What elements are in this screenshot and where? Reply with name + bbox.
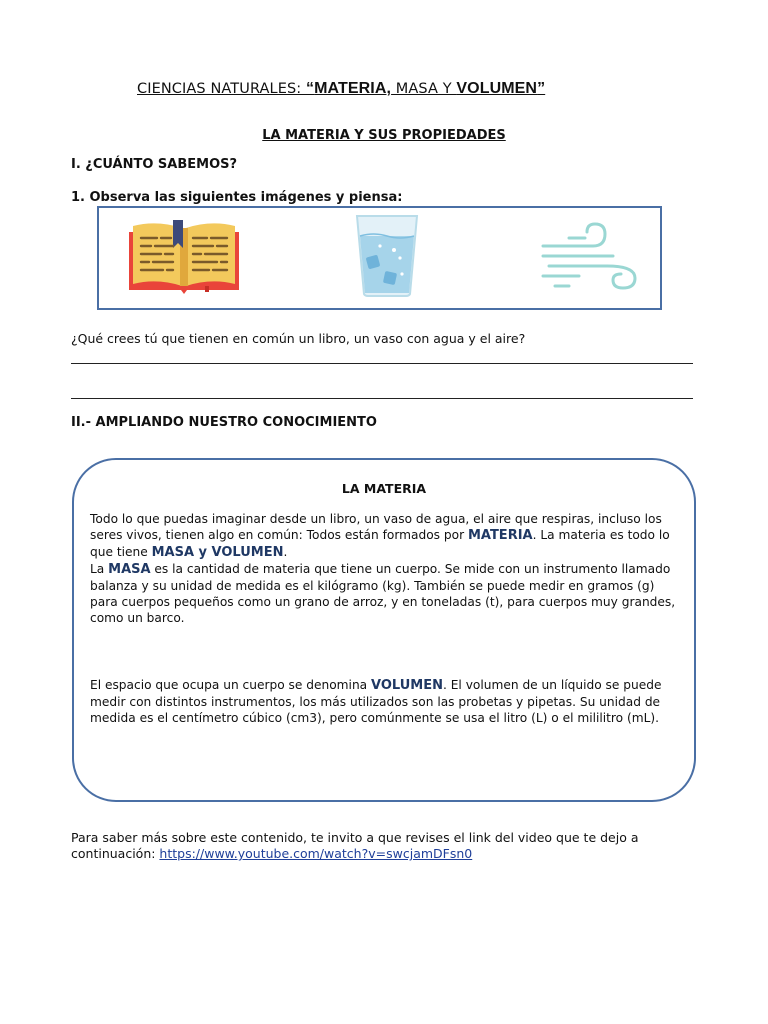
footer-text — [71, 830, 691, 862]
p3-text-a: El espacio que ocupa un cuerpo se denomina — [90, 678, 372, 692]
highlight-masa-volumen: MASA y VOLUMEN — [151, 545, 284, 560]
highlight-volumen: VOLUMEN — [371, 678, 443, 693]
water-glass-icon — [354, 214, 420, 298]
title-close-quote: ” — [537, 80, 546, 97]
highlight-materia: MATERIA — [467, 528, 533, 543]
p1-text-b: . La materia es todo lo que tiene — [90, 528, 670, 559]
title-prefix: CIENCIAS NATURALES: — [137, 81, 306, 97]
footer-sentence: Para saber más sobre este contenido, te invito a que revises el link del video que te dejo a continuación: — [71, 830, 639, 861]
section1-heading: I. ¿CUÁNTO SABEMOS? — [71, 157, 238, 172]
p2-text-b: es la cantidad de materia que tiene un cuerpo. Se mide con un instrumento llamado balanza y su unidad de medida es el kilógramo (kg). También se puede medir en gramos (g) para cuerpos pequeños como un grano de arroz, y en toneladas (t), para cuerpos muy grandes, como un barco. — [90, 562, 676, 625]
question-text: ¿Qué crees tú que tienen en común un libro, un vaso con agua y el aire? — [71, 331, 526, 346]
video-link[interactable]: https://www.youtube.com/watch?v=swcjamDFsn0 — [159, 846, 473, 861]
p1-text-c: . — [283, 545, 288, 559]
answer-line-1[interactable] — [71, 363, 693, 364]
subtitle: LA MATERIA Y SUS PROPIEDADES — [262, 128, 506, 143]
section2-heading: II.- AMPLIANDO NUESTRO CONOCIMIENTO — [71, 415, 377, 430]
info-paragraphs-1 — [90, 511, 682, 626]
info-box-title: LA MATERIA — [341, 481, 427, 496]
highlight-masa: MASA — [108, 562, 151, 577]
info-paragraphs-2 — [90, 677, 682, 726]
book-icon — [127, 218, 241, 294]
p3-text-b: . El volumen de un líquido se puede medir con distintos instrumentos, los más utilizados son las probetas y pipetas. Su unidad de medida es el centímetro cúbico (cm3), pero comúnmente se usa el litro (L) o el mililitro (mL). — [90, 678, 662, 725]
page-title — [137, 80, 545, 98]
title-materia: MATERIA, — [314, 80, 392, 97]
images-box — [97, 206, 662, 310]
paragraph-masa — [90, 561, 682, 626]
answer-line-2[interactable] — [71, 398, 693, 399]
p2-text-a: La — [90, 562, 109, 576]
paragraph-materia — [90, 511, 682, 561]
wind-icon — [539, 220, 641, 290]
title-masa-y: MASA Y — [391, 81, 457, 97]
title-open-quote: “ — [306, 80, 315, 97]
p1-text-a: Todo lo que puedas imaginar desde un libro, un vaso de agua, el aire que respiras, incluso los seres vivos, tienen algo en común: Todos están formados por — [90, 512, 662, 542]
info-box — [72, 458, 696, 802]
paragraph-volumen — [90, 677, 682, 726]
section1-item: 1. Observa las siguientes imágenes y piensa: — [71, 190, 403, 205]
title-volumen: VOLUMEN — [456, 80, 538, 97]
